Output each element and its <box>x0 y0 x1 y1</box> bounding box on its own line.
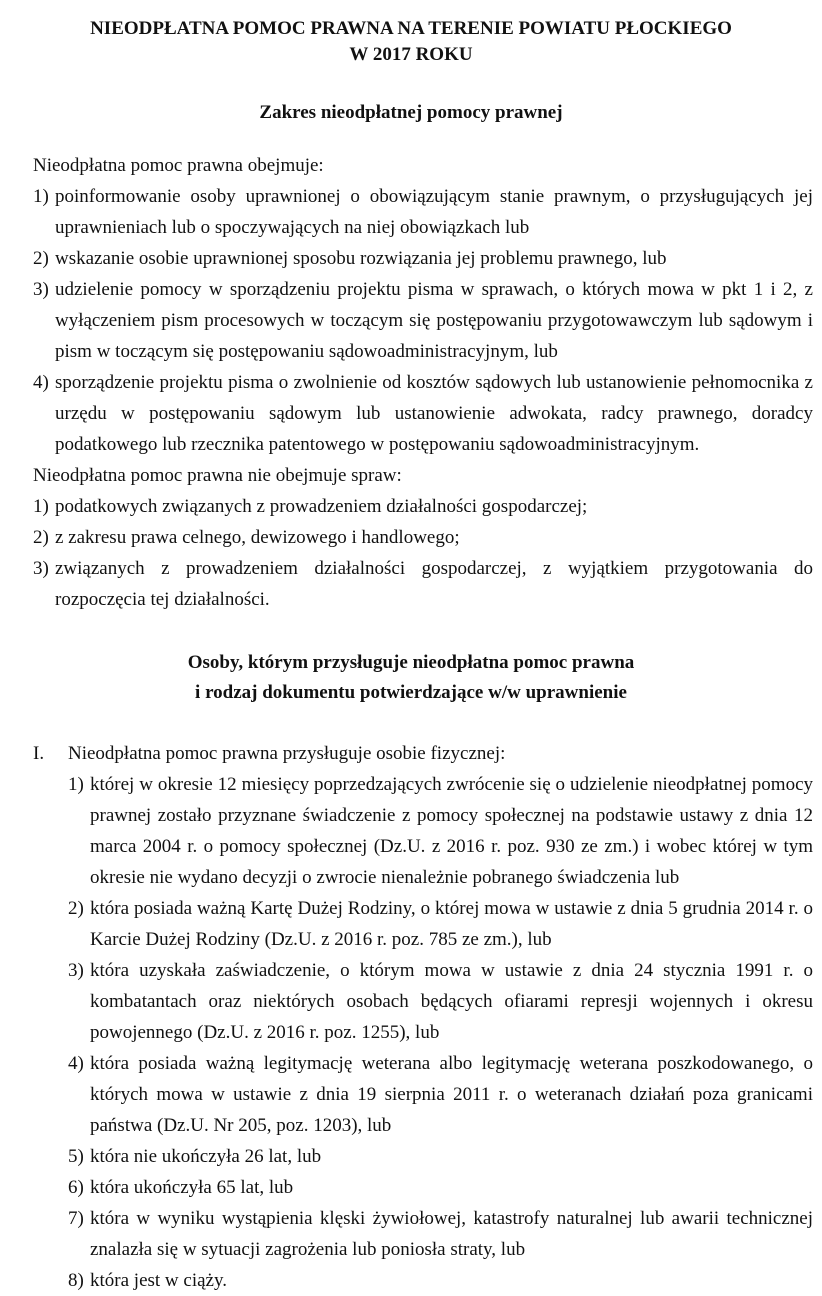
list-item-number: 1) <box>68 774 84 795</box>
list-item <box>68 1203 813 1265</box>
list-item-text: która jest w ciąży. <box>90 1270 227 1291</box>
list-item-text: która ukończyła 65 lat, lub <box>90 1177 294 1198</box>
list-item-text: wskazanie osobie uprawnionej sposobu rozwiązania jej problemu prawnego, lub <box>55 248 667 269</box>
list-item <box>68 769 813 893</box>
title-line-1: NIEODPŁATNA POMOC PRAWNA NA TERENIE POWIATU PŁOCKIEGO <box>90 18 732 39</box>
exclusions-intro: Nieodpłatna pomoc prawna nie obejmuje spraw: <box>33 465 402 486</box>
list-item-text: która posiada ważną legitymację weterana albo legitymację weterana poszkodowanego, o których mowa w ustawie z dnia 19 sierpnia 2011 r. o weteranach działań poza granicami państwa (Dz.U. Nr 205, poz. 1203), lub <box>90 1053 813 1136</box>
list-item-number: 7) <box>68 1208 84 1229</box>
scope-section <box>33 150 813 615</box>
list-item-number: 5) <box>68 1146 84 1167</box>
list-item-text: która w wyniku wystąpienia klęski żywiołowej, katastrofy naturalnej lub awarii technicznej znalazła się w sytuacji zagrożenia lub poniosła straty, lub <box>90 1208 813 1260</box>
list-item-text: która nie ukończyła 26 lat, lub <box>90 1146 322 1167</box>
list-item-text: podatkowych związanych z prowadzeniem działalności gospodarczej; <box>55 496 588 517</box>
list-item <box>68 1048 813 1141</box>
list-item <box>33 367 813 460</box>
list-item-text: która posiada ważną Kartę Dużej Rodziny, o której mowa w ustawie z dnia 5 grudnia 2014 r. o Karcie Dużej Rodziny (Dz.U. z 2016 r. poz. 785 ze zm.), lub <box>90 898 813 950</box>
list-item-text: której w okresie 12 miesięcy poprzedzających zwrócenie się o udzielenie nieodpłatnej pomocy prawnej zostało przyznane świadczenie z pomocy społecznej na podstawie ustawy z dnia 12 marca 2004 r. o pomocy społecznej (Dz.U. z 2016 r. poz. 930 ze zm.) i wobec której w tym okresie nie wydano decyzji o zwrocie nienależnie pobranego świadczenia lub <box>90 774 813 888</box>
list-item-number: 3) <box>33 279 49 300</box>
list-item-number: 3) <box>33 558 49 579</box>
list-item-number: 1) <box>33 186 49 207</box>
list-item <box>33 243 813 274</box>
roman-numeral: I. <box>33 743 45 764</box>
list-item-number: 3) <box>68 960 84 981</box>
list-item-text: z zakresu prawa celnego, dewizowego i handlowego; <box>55 527 460 548</box>
list-item-number: 4) <box>33 372 49 393</box>
list-item <box>68 955 813 1048</box>
list-item <box>68 1172 813 1203</box>
list-item-text: związanych z prowadzeniem działalności gospodarczej, z wyjątkiem przygotowania do rozpoczęcia tej działalności. <box>55 558 813 610</box>
list-item-number: 8) <box>68 1270 84 1291</box>
list-item-text: poinformowanie osoby uprawnionej o obowiązującym stanie prawnym, o przysługujących jej uprawnieniach lub o spoczywających na niej obowiązkach lub <box>55 186 813 238</box>
list-item-text: udzielenie pomocy w sporządzeniu projektu pisma w sprawach, o których mowa w pkt 1 i 2, z wyłączeniem pism procesowych w toczącym się postępowaniu przygotowawczym lub sądowym i pism w toczącym się postępowaniu sądowoadministracyjnym, lub <box>55 279 813 362</box>
scope-intro: Nieodpłatna pomoc prawna obejmuje: <box>33 155 324 176</box>
scope-heading: Zakres nieodpłatnej pomocy prawnej <box>259 102 563 123</box>
eligibility-intro: Nieodpłatna pomoc prawna przysługuje osobie fizycznej: <box>68 743 506 764</box>
list-item-text: sporządzenie projektu pisma o zwolnienie od kosztów sądowych lub ustanowienie pełnomocnika z urzędu w postępowaniu sądowym lub ustanowienie adwokata, radcy prawnego, doradcy podatkowego lub rzecznika patentowego w postępowaniu sądowoadministracyjnym. <box>55 372 813 455</box>
eligibility-heading <box>0 648 822 708</box>
list-item-text: która uzyskała zaświadczenie, o którym mowa w ustawie z dnia 24 stycznia 1991 r. o kombatantach oraz niektórych osobach będących ofiarami represji wojennych i okresu powojennego (Dz.U. z 2016 r. poz. 1255), lub <box>90 960 813 1043</box>
list-item <box>33 181 813 243</box>
list-item-number: 2) <box>33 248 49 269</box>
eligibility-heading-line-2: i rodzaj dokumentu potwierdzające w/w uprawnienie <box>195 682 627 703</box>
list-item <box>68 1141 813 1172</box>
list-item-number: 1) <box>33 496 49 517</box>
eligibility-list <box>68 769 813 1296</box>
title-line-2: W 2017 ROKU <box>349 44 473 65</box>
list-item <box>68 1265 813 1296</box>
list-item-number: 2) <box>33 527 49 548</box>
list-item <box>68 893 813 955</box>
list-item <box>33 522 813 553</box>
eligibility-heading-line-1: Osoby, którym przysługuje nieodpłatna pomoc prawna <box>187 652 635 673</box>
list-item <box>33 274 813 367</box>
list-item <box>33 553 813 615</box>
list-item-number: 4) <box>68 1053 84 1074</box>
list-item-number: 6) <box>68 1177 84 1198</box>
list-item-number: 2) <box>68 898 84 919</box>
document-title <box>0 16 822 68</box>
list-item <box>33 491 813 522</box>
